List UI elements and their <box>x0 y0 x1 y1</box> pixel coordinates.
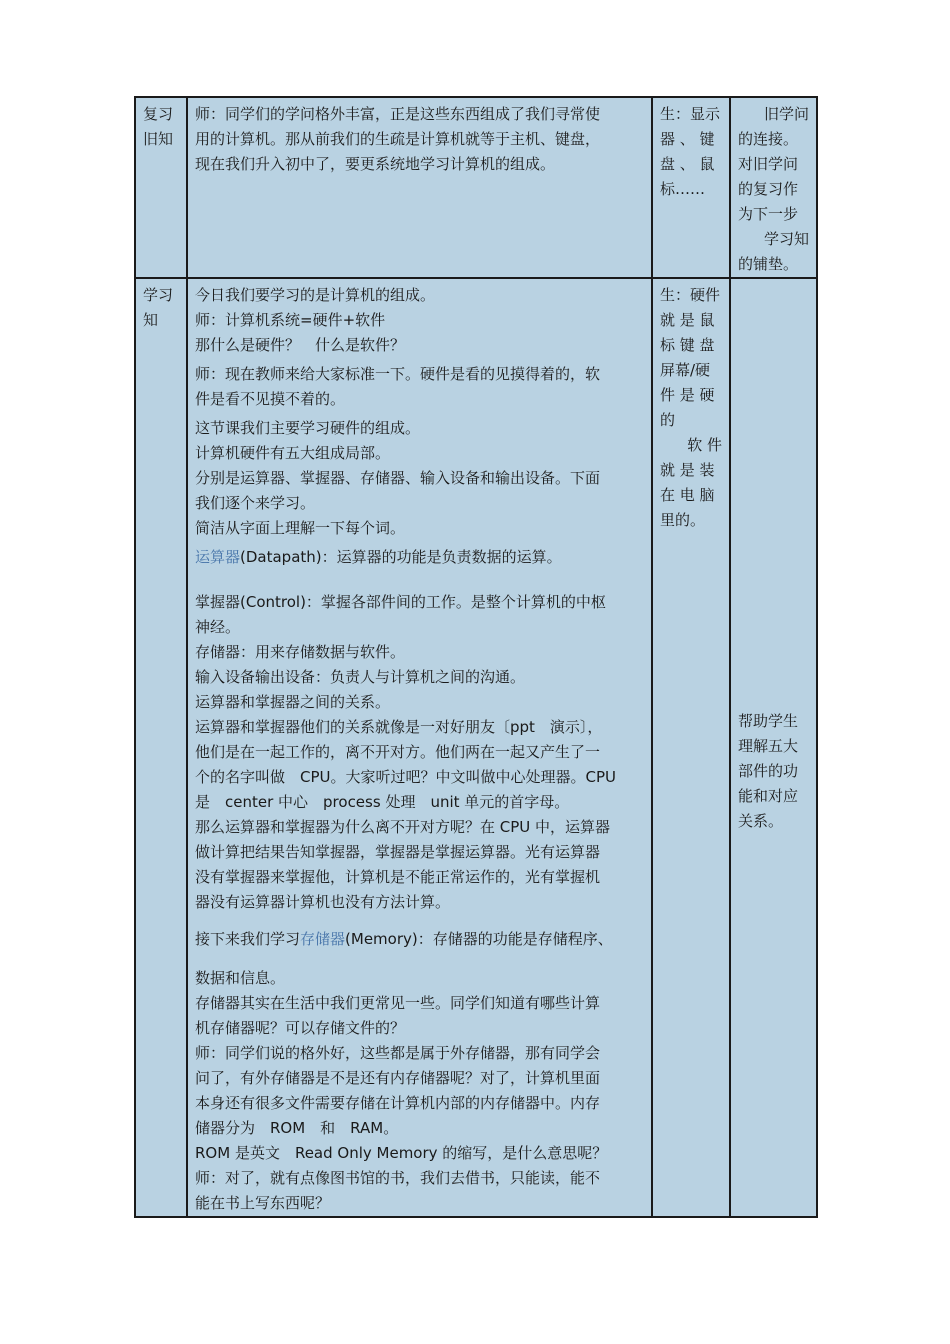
memory-text: (Memory)：存储器的功能是存储程序、 <box>345 930 613 948</box>
intent-spacer <box>738 283 809 709</box>
teacher-line: 个的名字叫做 CPU。大家听过吧？中文叫做中心处理器。CPU <box>195 768 616 786</box>
intent-line: 的连接。 <box>738 130 799 148</box>
intent-line: 关系。 <box>738 812 784 830</box>
datapath-term: 运算器 <box>195 548 241 566</box>
teacher-line: 是 center 中心 process 处理 unit 单元的首字母。 <box>195 793 570 811</box>
intent-line: 学习知 <box>763 230 809 248</box>
student-line: 屏幕/硬 <box>660 361 711 379</box>
intent-line: 的复习作 <box>738 180 799 198</box>
stage-label: 学习 <box>143 286 174 304</box>
table-row-learn <box>135 278 817 1217</box>
teacher-line: 师：现在教师来给大家标准一下。硬件是看的见摸得着的，软 <box>195 365 601 383</box>
student-line: 生：显示 <box>660 105 721 123</box>
teacher-line: 掌握器(Control)：掌握各部件间的工作。是整个计算机的中枢 <box>195 593 606 611</box>
teacher-line: 师：同学们说的格外好，这些都是属于外存储器，那有同学会 <box>195 1044 601 1062</box>
intent-line: 理解五大 <box>738 737 799 755</box>
teacher-line: ROM 是英文 Read Only Memory 的缩写，是什么意思呢？ <box>195 1144 608 1162</box>
intent-line: 为下一步 <box>738 205 799 223</box>
memory-prefix: 接下来我们学习 <box>195 930 301 948</box>
student-line: 在 电 脑 <box>660 486 715 504</box>
teacher-line: 神经。 <box>195 618 241 636</box>
teacher-line: 问了，有外存储器是不是还有内存储器呢？对了，计算机里面 <box>195 1069 601 1087</box>
teacher-line: 师：对了，就有点像图书馆的书，我们去借书，只能读，能不 <box>195 1169 601 1187</box>
teacher-line: 储器分为 ROM 和 RAM。 <box>195 1119 399 1137</box>
teacher-activity-cell-learn <box>187 278 652 1217</box>
student-line: 标…… <box>660 180 706 198</box>
teacher-line: 做计算把结果告知掌握器，掌握器是掌握运算器。光有运算器 <box>195 843 601 861</box>
teacher-line: 存储器其实在生活中我们更常见一些。同学们知道有哪些计算 <box>195 994 601 1012</box>
design-intent-cell-review <box>730 97 817 278</box>
student-line: 件 是 硬 <box>660 386 715 404</box>
teacher-line: 用的计算机。那从前我们的生疏是计算机就等于主机、键盘， <box>195 130 601 148</box>
student-line: 标 键 盘 <box>660 336 715 354</box>
teacher-line: 运算器和掌握器他们的关系就像是一对好朋友〔ppt 演示〕， <box>195 718 603 736</box>
intent-line: 的铺垫。 <box>738 255 799 273</box>
teacher-line: 分别是运算器、掌握器、存储器、输入设备和输出设备。下面 <box>195 469 601 487</box>
student-line: 就 是 鼠 <box>660 311 715 329</box>
teacher-line: 没有掌握器来掌握他，计算机是不能正常运作的，光有掌握机 <box>195 868 601 886</box>
student-line: 盘 、 鼠 <box>660 155 715 173</box>
intent-line: 旧学问 <box>763 105 809 123</box>
teacher-line: 现在我们升入初中了，要更系统地学习计算机的组成。 <box>195 155 556 173</box>
teacher-line: 这节课我们主要学习硬件的组成。 <box>195 419 421 437</box>
stage-label: 旧知 <box>143 130 174 148</box>
teacher-line: 师：同学们的学问格外丰富，正是这些东西组成了我们寻常使 <box>195 105 601 123</box>
student-line: 的 <box>660 411 676 429</box>
teacher-line: 本身还有很多文件需要存储在计算机内部的内存储器中。内存 <box>195 1094 601 1112</box>
student-activity-cell-review <box>652 97 730 278</box>
stage-cell-review <box>135 97 187 278</box>
teacher-line: 那么运算器和掌握器为什么离不开对方呢？在 CPU 中，运算器 <box>195 818 611 836</box>
student-line: 生：硬件 <box>660 286 721 304</box>
teacher-line: 数据和信息。 <box>195 969 286 987</box>
teacher-line: 今日我们要学习的是计算机的组成。 <box>195 286 436 304</box>
student-line: 器 、 键 <box>660 130 715 148</box>
teacher-line: 运算器和掌握器之间的关系。 <box>195 693 391 711</box>
teacher-line: 器没有运算器计算机也没有方法计算。 <box>195 893 451 911</box>
stage-label: 复习 <box>143 105 174 123</box>
student-line: 软 件 <box>687 436 722 454</box>
memory-term: 存储器 <box>300 930 346 948</box>
stage-label: 知 <box>143 311 159 329</box>
intent-line: 对旧学问 <box>738 155 799 173</box>
teacher-line: 件是看不见摸不着的。 <box>195 390 346 408</box>
student-line: 就 是 装 <box>660 461 715 479</box>
teacher-line: 存储器：用来存储数据与软件。 <box>195 643 406 661</box>
datapath-definition <box>195 545 644 570</box>
teacher-line: 他们是在一起工作的，离不开对方。他们两在一起又产生了一 <box>195 743 601 761</box>
teacher-line: 师：计算机系统=硬件+软件 <box>195 311 386 329</box>
lesson-plan-table <box>134 96 818 1218</box>
teacher-line: 机存储器呢？可以存储文件的？ <box>195 1019 406 1037</box>
intent-line: 帮助学生 <box>738 712 799 730</box>
intent-line: 部件的功 <box>738 762 799 780</box>
table-row-review <box>135 97 817 278</box>
teacher-line: 那什么是硬件？ 什么是软件？ <box>195 336 406 354</box>
teacher-line: 简洁从字面上理解一下每个词。 <box>195 519 406 537</box>
teacher-activity-cell-review <box>187 97 652 278</box>
design-intent-cell-learn <box>730 278 817 1217</box>
teacher-line: 输入设备输出设备：负责人与计算机之间的沟通。 <box>195 668 526 686</box>
datapath-text: (Datapath)：运算器的功能是负责数据的运算。 <box>240 548 562 566</box>
teacher-line: 计算机硬件有五大组成局部。 <box>195 444 391 462</box>
teacher-line: 能在书上写东西呢？ <box>195 1194 331 1212</box>
stage-cell-learn <box>135 278 187 1217</box>
intent-line: 能和对应 <box>738 787 799 805</box>
student-activity-cell-learn <box>652 278 730 1217</box>
student-line: 里的。 <box>660 511 706 529</box>
teacher-line: 我们逐个来学习。 <box>195 494 316 512</box>
memory-definition <box>195 927 644 952</box>
